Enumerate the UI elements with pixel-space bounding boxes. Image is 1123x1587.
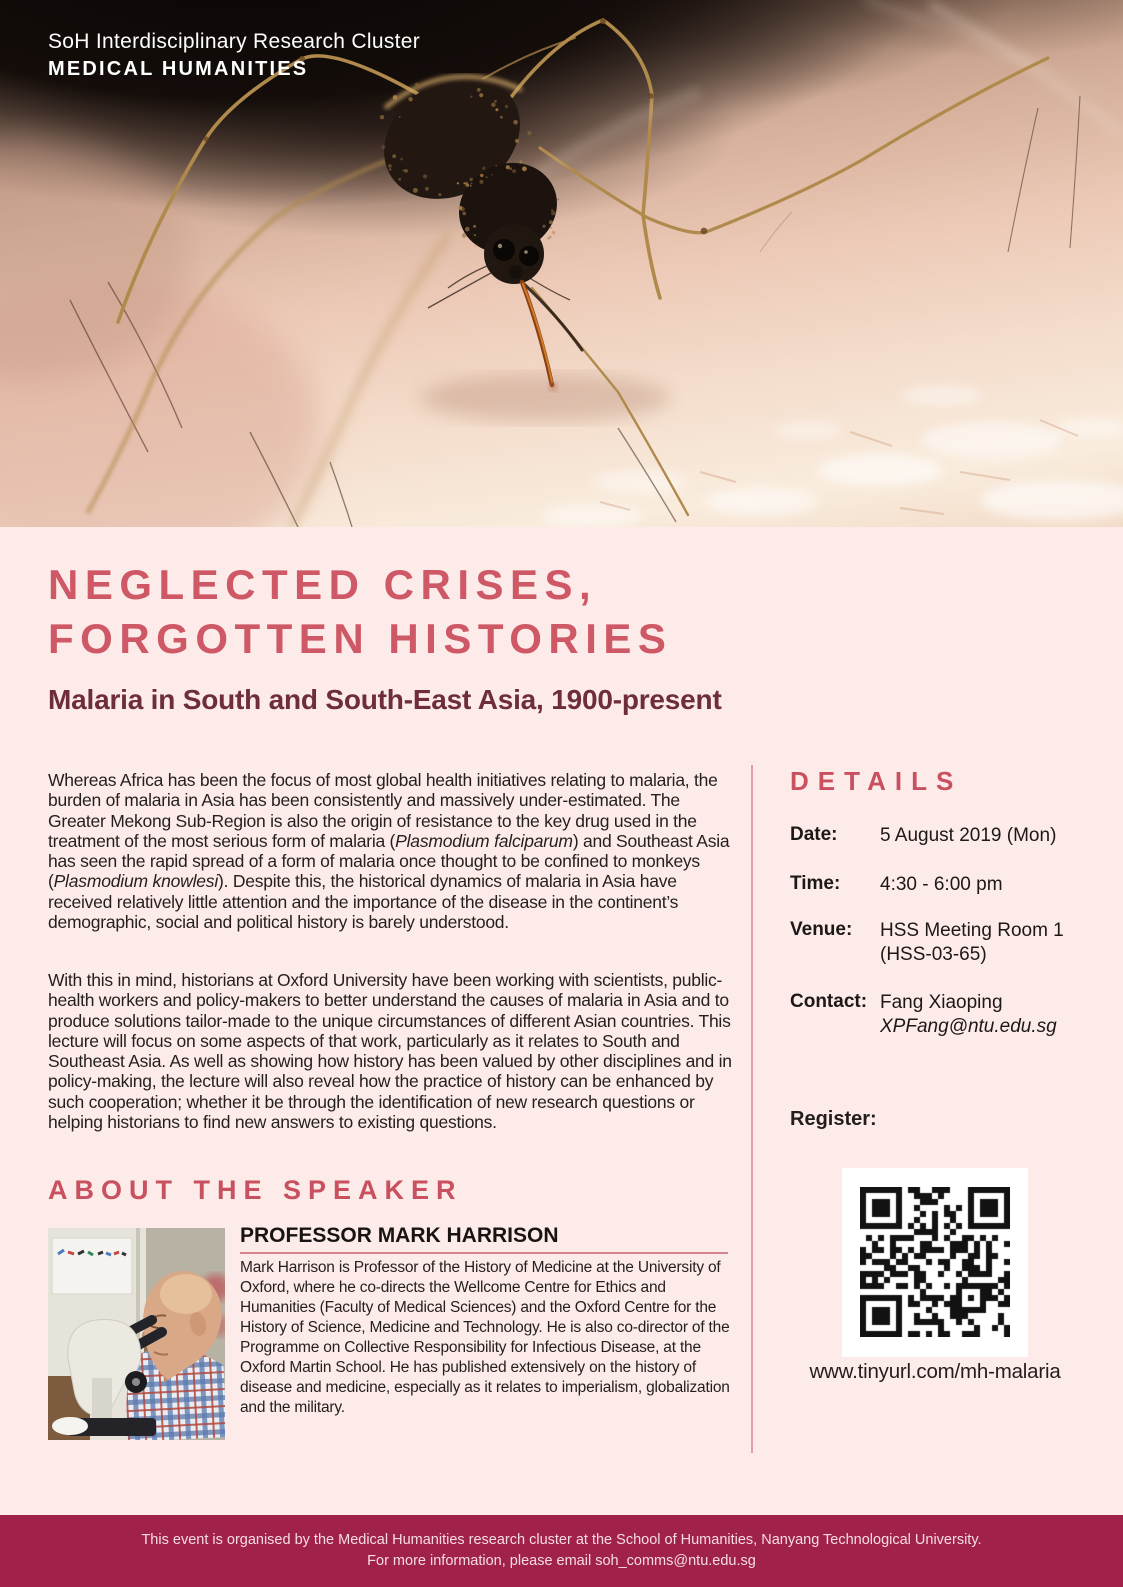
contact-name: Fang Xiaoping — [880, 992, 1003, 1013]
speaker-name-rule — [240, 1252, 728, 1254]
column-divider — [751, 765, 753, 1453]
about-speaker-heading: ABOUT THE SPEAKER — [48, 1175, 463, 1205]
venue-line-1: HSS Meeting Room 1 — [880, 920, 1064, 941]
time-label: Time: — [790, 873, 841, 894]
intro-p1-text: Whereas Africa has been the focus of most global health initiatives relating to malaria, the burden of malaria in Asia has been consistently and massively under-estimated. The Greater Mekong Sub-Region is also the origin of resistance to the key drug used in the treatment of the most serious form of malaria ( — [48, 770, 718, 851]
intro-paragraph-1 — [48, 770, 732, 932]
register-url: www.tinyurl.com/mh-malaria — [809, 1360, 1061, 1383]
intro-p1-text2: ) and Southeast Asia has seen the rapid spread of a form of malaria once thought to be confined to monkeys ( — [48, 830, 730, 892]
contact-label: Contact: — [790, 991, 868, 1012]
footer-bar — [0, 1515, 1123, 1587]
qr-code-box — [842, 1168, 1028, 1357]
qr-code — [860, 1187, 1010, 1337]
speaker-name: PROFESSOR MARK HARRISON — [240, 1224, 559, 1247]
speaker-bio: Mark Harrison is Professor of the History of Medicine at the University of Oxford, where he co-directs the Wellcome Centre for Ethics and Humanities (Faculty of Medical Sciences) and the Oxford Centre for the History of Science, Medicine and Technology. He is also co-director of the Programme on Collective Responsibility for Infectious Disease, at the Oxford Martin School. He has published extensively on the history of disease and medicine, especially as it relates to imperialism, globalization and the military. — [240, 1259, 730, 1416]
date-label: Date: — [790, 824, 838, 845]
contact-value — [880, 991, 1057, 1039]
poster-title — [48, 558, 672, 666]
venue-value — [880, 919, 1064, 967]
venue-label: Venue: — [790, 919, 853, 940]
cluster-name: MEDICAL HUMANITIES — [48, 58, 309, 80]
contact-email: XPFang@ntu.edu.sg — [880, 1016, 1057, 1037]
details-heading: DETAILS — [790, 766, 963, 796]
title-line-2: FORGOTTEN HISTORIES — [48, 615, 673, 662]
footer-line-2: For more information, please email soh_comms@ntu.edu.sg — [367, 1553, 756, 1569]
date-value: 5 August 2019 (Mon) — [880, 825, 1057, 846]
intro-p1-text3: ). Despite this, the historical dynamics of malaria in Asia have received relatively little attention and the importance of the disease in the continent’s demographic, social and political history is barely understood. — [48, 871, 679, 933]
species-name-knowlesi: Plasmodium knowlesi — [53, 871, 219, 892]
species-name-falciparum: Plasmodium falciparum — [395, 830, 573, 851]
time-value: 4:30 - 6:00 pm — [880, 874, 1003, 895]
register-label: Register: — [790, 1108, 877, 1130]
poster-subtitle: Malaria in South and South-East Asia, 1900-present — [48, 684, 722, 715]
title-line-1: NEGLECTED CRISES, — [48, 561, 598, 608]
research-cluster-line: SoH Interdisciplinary Research Cluster — [48, 30, 421, 53]
footer-line-1: This event is organised by the Medical Humanities research cluster at the School of Humanities, Nanyang Technological University. — [141, 1532, 982, 1548]
speaker-photo — [48, 1228, 225, 1440]
venue-line-2: (HSS-03-65) — [880, 944, 987, 965]
hero-photo — [0, 0, 1123, 527]
intro-paragraph-2: With this in mind, historians at Oxford University have been working with scientists, public-health workers and policy-makers to better understand the causes of malaria in Asia and to produce solutions tailor-made to the unique circumstances of different Asian countries. This lecture will focus on some aspects of that work, particularly as it relates to South and Southeast Asia. As well as showing how history has been valued by other disciplines and in policy-making, the lecture will also reveal how the practice of history can be enhanced by such cooperation; whether it be through the identification of new research questions or helping historians to find new answers to existing questions. — [48, 970, 732, 1133]
